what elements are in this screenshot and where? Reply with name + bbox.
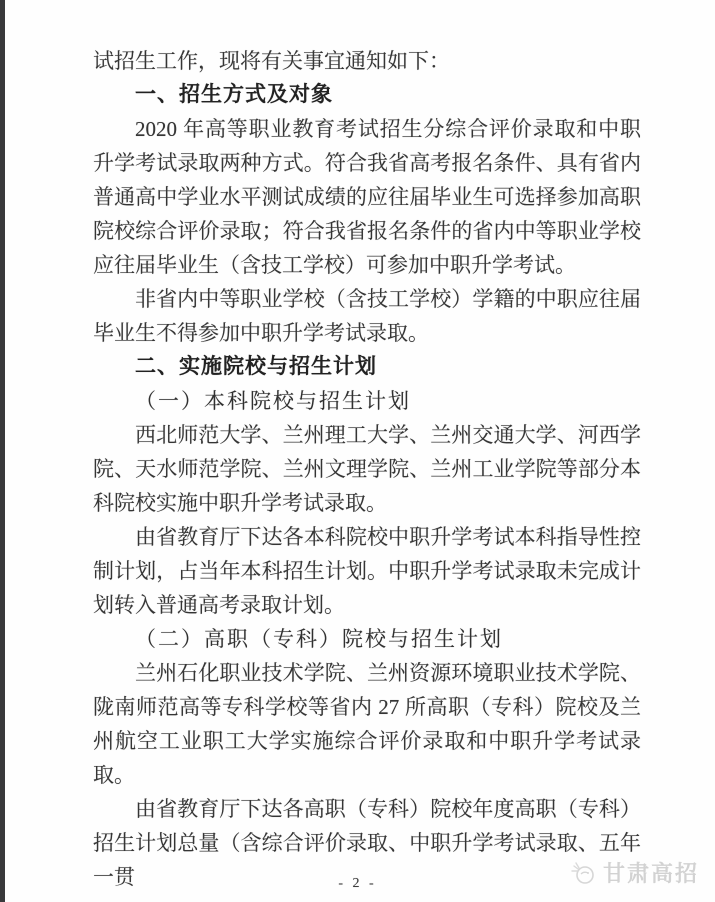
watermark-text: 甘肃高招	[602, 861, 699, 886]
paragraph: 非省内中等职业学校（含技工学校）学籍的中职应往届毕业生不得参加中职升学考试录取。	[93, 287, 641, 345]
sub-heading: （二）高职（专科）院校与招生计划	[135, 627, 503, 651]
paragraph: 兰州石化职业技术学院、兰州资源环境职业技术学院、陇南师范高等专科学校等省内 27 所高职（专科）院校及兰州航空工业职工大学实施综合评价录取和中职升学考试录取。	[93, 661, 641, 787]
watermark	[571, 857, 699, 888]
gansu-gaozhao-logo-icon	[571, 860, 597, 886]
paragraph: 试招生工作，现将有关事宜通知如下：	[93, 49, 450, 73]
section-heading: 一、招生方式及对象	[135, 83, 333, 106]
page-number: - 2 -	[338, 876, 377, 891]
paragraph: 由省教育厅下达各高职（专科）院校年度高职（专科）招生计划总量（含综合评价录取、中职升学考试录取、五年一贯	[93, 797, 641, 889]
paragraph: 2020 年高等职业教育考试招生分综合评价录取和中职升学考试录取两种方式。符合我省高考报名条件、具有省内普通高中学业水平测试成绩的应往届毕业生可选择参加高职院校综合评价录取；符合我省报名条件的省内中等职业学校应往届毕业生（含技工学校）可参加中职升学考试。	[93, 117, 641, 277]
section-heading: 二、实施院校与招生计划	[135, 355, 377, 378]
sub-heading: （一）本科院校与招生计划	[135, 389, 411, 413]
paragraph: 由省教育厅下达各本科院校中职升学考试本科指导性控制计划，占当年本科招生计划。中职升学考试录取未完成计划转入普通高考录取计划。	[93, 525, 641, 617]
document-body	[93, 44, 641, 894]
page-left-edge	[0, 0, 5, 902]
paragraph: 西北师范大学、兰州理工大学、兰州交通大学、河西学院、天水师范学院、兰州文理学院、兰州工业学院等部分本科院校实施中职升学考试录取。	[93, 423, 641, 515]
